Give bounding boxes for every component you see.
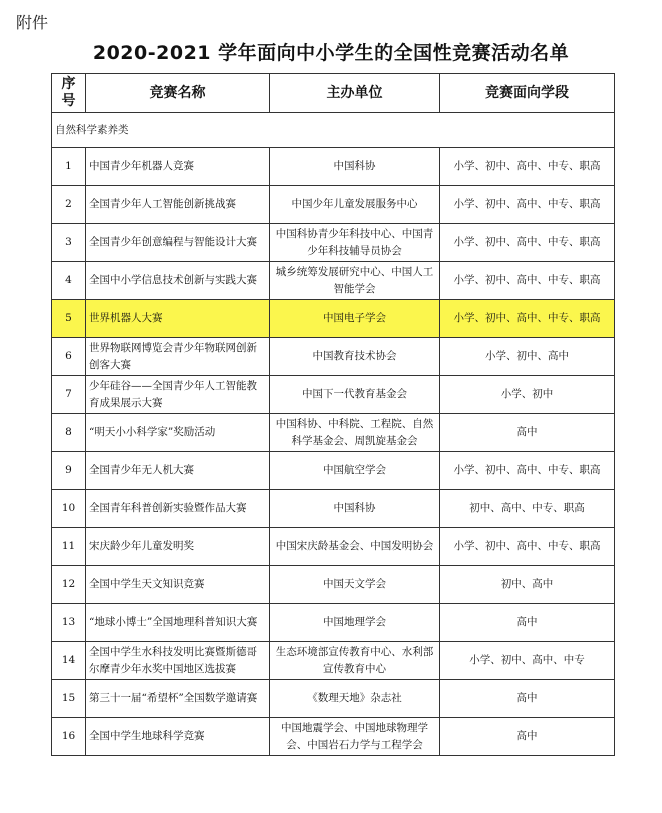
school-stage: 初中、高中、中专、职高 [440, 490, 615, 528]
organizer: 中国科协青少年科技中心、中国青少年科技辅导员协会 [270, 224, 440, 262]
section-label: 自然科学素养类 [52, 113, 615, 148]
school-stage: 小学、初中、高中、中专、职高 [440, 186, 615, 224]
school-stage: 初中、高中 [440, 566, 615, 604]
competition-name: 少年硅谷——全国青少年人工智能教育成果展示大赛 [86, 376, 270, 414]
table-row [52, 338, 615, 376]
competition-table [51, 73, 615, 756]
header-competition-name: 竞赛名称 [86, 74, 270, 113]
competition-name: 全国青少年无人机大赛 [86, 452, 270, 490]
table-body [52, 113, 615, 756]
row-number: 1 [52, 148, 86, 186]
table-row [52, 528, 615, 566]
table-row [52, 376, 615, 414]
row-number: 3 [52, 224, 86, 262]
row-number: 9 [52, 452, 86, 490]
table-row [52, 452, 615, 490]
competition-name: 宋庆龄少年儿童发明奖 [86, 528, 270, 566]
competition-name: 中国青少年机器人竞赛 [86, 148, 270, 186]
organizer: 城乡统筹发展研究中心、中国人工智能学会 [270, 262, 440, 300]
school-stage: 小学、初中、高中、中专、职高 [440, 528, 615, 566]
organizer: 中国电子学会 [270, 300, 440, 338]
row-number: 2 [52, 186, 86, 224]
table-row [52, 680, 615, 718]
row-number: 14 [52, 642, 86, 680]
school-stage: 高中 [440, 718, 615, 756]
competition-name: 全国青少年人工智能创新挑战赛 [86, 186, 270, 224]
competition-name: 世界物联网博览会青少年物联网创新创客大赛 [86, 338, 270, 376]
table-row [52, 186, 615, 224]
organizer: 中国地理学会 [270, 604, 440, 642]
competition-name: 全国中学生水科技发明比赛暨斯德哥尔摩青少年水奖中国地区选拔赛 [86, 642, 270, 680]
school-stage: 小学、初中、高中、中专、职高 [440, 148, 615, 186]
school-stage: 小学、初中、高中、中专、职高 [440, 262, 615, 300]
table-row [52, 642, 615, 680]
row-number: 8 [52, 414, 86, 452]
competition-name: 全国青年科普创新实验暨作品大赛 [86, 490, 270, 528]
row-number: 4 [52, 262, 86, 300]
section-row [52, 113, 615, 148]
attachment-label: 附件 [16, 13, 49, 32]
competition-name: 全国中小学信息技术创新与实践大赛 [86, 262, 270, 300]
competition-name: 世界机器人大赛 [86, 300, 270, 338]
school-stage: 小学、初中 [440, 376, 615, 414]
competition-name: “明天小小科学家”奖励活动 [86, 414, 270, 452]
table-header-row [52, 74, 615, 113]
organizer: 中国宋庆龄基金会、中国发明协会 [270, 528, 440, 566]
competition-name: 全国中学生地球科学竞赛 [86, 718, 270, 756]
table-row [52, 414, 615, 452]
table-row [52, 224, 615, 262]
organizer: 中国科协 [270, 490, 440, 528]
school-stage: 小学、初中、高中、中专、职高 [440, 224, 615, 262]
school-stage: 小学、初中、高中 [440, 338, 615, 376]
row-number: 13 [52, 604, 86, 642]
header-organizer: 主办单位 [270, 74, 440, 113]
table-row [52, 148, 615, 186]
header-number: 序号 [52, 74, 86, 113]
organizer: 中国科协 [270, 148, 440, 186]
school-stage: 高中 [440, 680, 615, 718]
organizer: 生态环境部宣传教育中心、水利部宣传教育中心 [270, 642, 440, 680]
school-stage: 高中 [440, 414, 615, 452]
organizer: 中国航空学会 [270, 452, 440, 490]
header-school-stage: 竞赛面向学段 [440, 74, 615, 113]
organizer: 中国天文学会 [270, 566, 440, 604]
row-number: 10 [52, 490, 86, 528]
table-row [52, 300, 615, 338]
competition-name: “地球小博士”全国地理科普知识大赛 [86, 604, 270, 642]
table-row [52, 262, 615, 300]
organizer: 中国下一代教育基金会 [270, 376, 440, 414]
competition-name: 全国中学生天文知识竞赛 [86, 566, 270, 604]
school-stage: 高中 [440, 604, 615, 642]
table-row [52, 604, 615, 642]
row-number: 5 [52, 300, 86, 338]
page-title: 2020-2021 学年面向中小学生的全国性竞赛活动名单 [92, 42, 570, 64]
table-row [52, 490, 615, 528]
competition-name: 全国青少年创意编程与智能设计大赛 [86, 224, 270, 262]
row-number: 11 [52, 528, 86, 566]
row-number: 6 [52, 338, 86, 376]
school-stage: 小学、初中、高中、中专、职高 [440, 300, 615, 338]
row-number: 15 [52, 680, 86, 718]
organizer: 《数理天地》杂志社 [270, 680, 440, 718]
table-row [52, 718, 615, 756]
row-number: 16 [52, 718, 86, 756]
table-row [52, 566, 615, 604]
organizer: 中国地震学会、中国地球物理学会、中国岩石力学与工程学会 [270, 718, 440, 756]
organizer: 中国教育技术协会 [270, 338, 440, 376]
school-stage: 小学、初中、高中、中专、职高 [440, 452, 615, 490]
row-number: 7 [52, 376, 86, 414]
row-number: 12 [52, 566, 86, 604]
school-stage: 小学、初中、高中、中专 [440, 642, 615, 680]
organizer: 中国科协、中科院、工程院、自然科学基金会、周凯旋基金会 [270, 414, 440, 452]
organizer: 中国少年儿童发展服务中心 [270, 186, 440, 224]
competition-name: 第三十一届“希望杯”全国数学邀请赛 [86, 680, 270, 718]
